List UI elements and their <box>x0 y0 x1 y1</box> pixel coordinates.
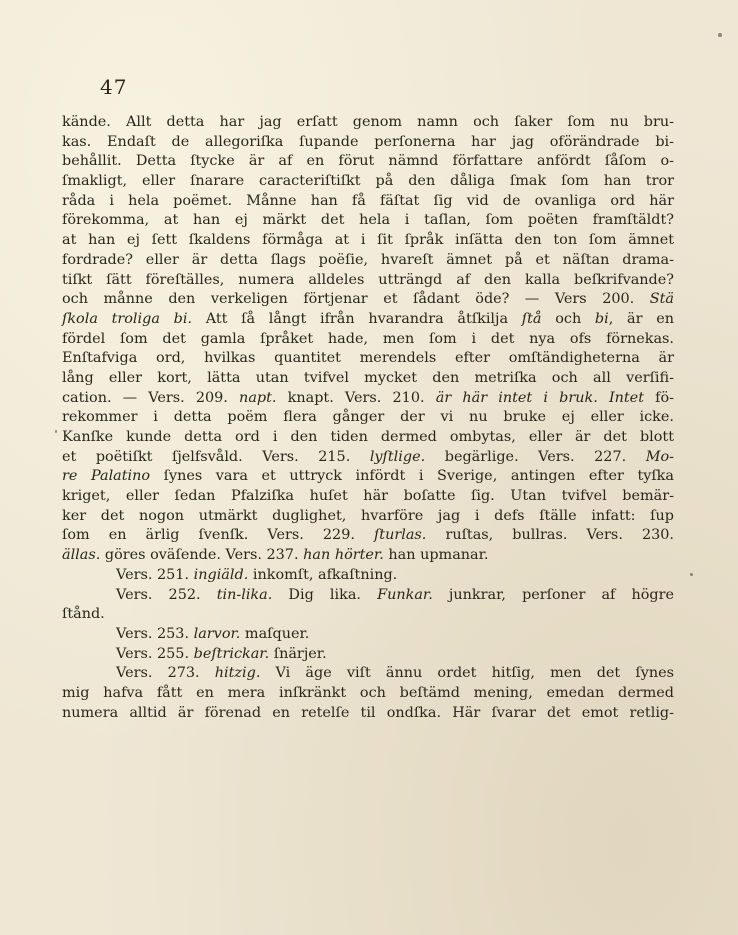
page-number: 47 <box>100 75 128 99</box>
text-line: ſkola troliga bi. Att ſå långt ifrån hvarandra åtſkilja ſtå och bi, är en <box>62 310 674 327</box>
text-line: råda i hela poëmet. Månne han få fäſtat ſig vid de ovanliga ord här <box>62 192 674 209</box>
body-text <box>62 113 674 723</box>
text-line: cation. — Vers. 209. napt. knapt. Vers. 210. är här intet i bruk. Intet fö- <box>62 389 674 406</box>
text-line: re Palatino ſynes vara et uttryck infördt i Sverige, antingen efter tyſka <box>62 468 674 485</box>
text-line: förekomma, at han ej märkt det hela i taſlan, ſom poëten framſtäldt? <box>62 212 674 229</box>
text-line: fordrade? eller är detta ſlags poëſie, hvareſt ämnet på et näſtan drama- <box>62 251 674 268</box>
text-line: Vers. 251. ingiäld. inkomſt, afkaſtning. <box>116 566 398 583</box>
paper-speck <box>690 573 693 576</box>
text-line: Kanſke kunde detta ord i den tiden dermed ombytas, eller är det blott <box>62 429 674 445</box>
text-line: ällas. göres oväſende. Vers. 237. han hörter. han upmanar. <box>62 547 489 564</box>
text-line: mig hafva fått en mera inſkränkt och beſtämd mening, emedan dermed <box>62 684 674 701</box>
text-line: at han ej ſett ſkaldens förmåga at i ſit ſpråk inſätta den ton ſom ämnet <box>62 232 674 249</box>
text-line: fördel ſom det gamla ſpråket hade, men ſom i det nya ofs förnekas. <box>62 330 674 347</box>
text-line: rekommer i detta poëm flera gånger der vi nu bruke ej eller icke. <box>62 409 674 426</box>
text-line: et poëtiſkt ſjelfsvåld. Vers. 215. lyſtlige. begärlige. Vers. 227. Mo- <box>62 448 675 465</box>
text-line: lång eller kort, lätta utan tvifvel mycket den metriſka och all verſifi- <box>62 369 674 386</box>
paper-speck <box>55 430 57 433</box>
text-line: ſtånd. <box>62 606 105 623</box>
text-line: Vers. 252. tin-lika. Dig lika. Funkar. junkrar, perſoner af högre <box>116 586 675 603</box>
text-line: ſom en ärlig ſvenſk. Vers. 229. ſturlas. ruſtas, bullras. Vers. 230. <box>62 527 674 544</box>
text-line: Vers. 253. larvor. maſquer. <box>116 625 310 642</box>
text-line: numera alltid är förenad en retelſe til ondſka. Här ſvarar det emot retlig- <box>62 704 674 721</box>
text-line: ſmakligt, eller ſnarare caracteriſtiſkt på den dåliga ſmak ſom han tror <box>62 173 674 190</box>
text-line: Enſtafviga ord, hvilkas quantitet merendels efter omſtändigheterna är <box>62 350 674 367</box>
text-line: kände. Allt detta har jag erſatt genom namn och ſaker ſom nu bru- <box>62 114 674 130</box>
text-line: Vers. 255. beſtrickar. ſnärjer. <box>116 645 327 662</box>
text-line: tiſkt ſätt föreſtälles, numera alldeles utträngd af den kalla beſkrifvande? <box>62 271 674 288</box>
text-line: Vers. 273. hitzig. Vi äge viſt ännu ordet hitſig, men det ſynes <box>116 665 674 682</box>
text-line: kriget, eller ſedan Pfalziſka huſet här boſatte ſig. Utan tvifvel bemär- <box>62 488 674 505</box>
text-line: behållit. Detta ſtycke är af en förut nämnd författare anfördt ſåſom o- <box>62 153 674 170</box>
paper-speck <box>718 33 722 37</box>
text-line: ker det nogon utmärkt duglighet, hvarföre jag i defs ſtälle infatt: ſup <box>62 507 674 524</box>
text-line: och månne den verkeligen förtjenar et ſådant öde? — Vers 200. Stä <box>62 291 674 308</box>
text-line: kas. Endaſt de allegoriſka ſupande perſonerna har jag oförändrade bi- <box>62 133 674 150</box>
